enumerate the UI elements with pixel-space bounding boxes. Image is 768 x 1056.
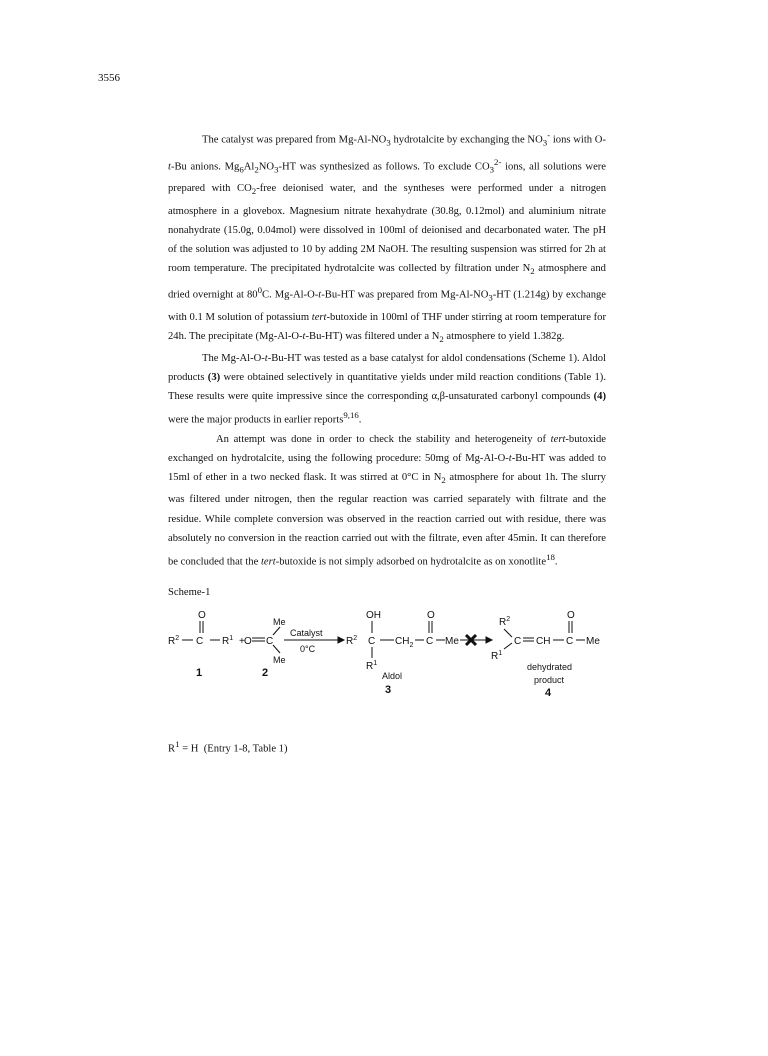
atom-me-3: Me xyxy=(445,636,459,647)
bond-c2-me-upper xyxy=(273,627,280,635)
aldol-label: Aldol xyxy=(382,671,403,681)
temperature-label: 0°C xyxy=(300,644,316,654)
atom-o-3: O xyxy=(427,610,435,621)
atom-r2-1: $R^2$ xyxy=(168,635,180,647)
compound-number-4: 4 xyxy=(545,687,552,699)
compound-numbers xyxy=(196,667,552,699)
atom-r2-4: $R^2$ xyxy=(499,616,511,628)
atom-me-2a: Me xyxy=(273,617,286,627)
body-text xyxy=(168,126,606,571)
atom-r1-4: $R^1$ xyxy=(491,650,503,662)
scheme-label: Scheme-1 xyxy=(168,587,211,598)
bond-r2-c4 xyxy=(504,629,512,637)
atom-r2-3: $R^2$ xyxy=(346,635,358,647)
dehydrated-label: dehydrated xyxy=(527,662,573,672)
reaction-arrowhead xyxy=(338,637,344,643)
atom-c-2: C xyxy=(266,636,274,647)
atom-oh-3: OH xyxy=(366,610,381,621)
atom-ch-4: CH xyxy=(536,636,551,647)
atom-r1-3: $R^1$ xyxy=(366,660,378,672)
plus-sign: + xyxy=(239,636,245,647)
bond-c2-me-lower xyxy=(273,645,280,653)
atom-o-2: O xyxy=(244,636,252,647)
atom-o-1: O xyxy=(198,610,206,621)
paragraph-catalyst-preparation: The catalyst was prepared from $Mg-Al-NO_3$ hydrotalcite by exchanging the $NO_3^-$ ions with O-t-Bu anions. $Mg_6Al_2NO_3-HT$ was synthesized as follows. To exclude $CO_3^{2-}$ ions, all solutions were prepared with $CO_2$-free deionised water, and the syntheses were performed under a nitrogen atmosphere in a glovebox. Magnesium nitrate hexahydrate (30.8g, 0.12mol) and aluminium nitrate nonahydrate (15.0g, 0.04mol) were dissolved in 100ml of deionised and decarbonated water. The pH of the solution was adjusted to 10 by adding 2M NaOH. The resulting suspension was stirred for 2h at room temperature. The precipitated hydrotalcite was collected by filtration under $N_2$ atmosphere and dried overnight at $80^0C$. Mg-Al-O-t-Bu-HT was prepared from $Mg-Al-NO_3-HT$ (1.214g) by exchange with 0.1 M solution of potassium tert-butoxide in 100ml of THF under stirring at room temperature for 24h. The precipitate (Mg-Al-O-t-Bu-HT) was filtered under a $N_2$ atmosphere to yield 1.382g. xyxy=(168,130,606,345)
bond-r1-c4 xyxy=(504,643,512,649)
atom-ch2-3: $CH_2$ xyxy=(395,636,414,649)
blocked-arrowhead xyxy=(486,637,492,643)
atom-me-2b: Me xyxy=(273,655,286,665)
compound-number-1: 1 xyxy=(196,667,203,679)
reaction-scheme xyxy=(160,603,620,713)
atom-c-3b: C xyxy=(426,636,434,647)
atom-me-4: Me xyxy=(586,636,600,647)
atom-o-4: O xyxy=(567,610,575,621)
scheme-footnote: $R^1 = H$ (Entry 1-8, Table 1) xyxy=(168,739,288,755)
page-number: 3556 xyxy=(98,72,120,84)
atom-c-4b: C xyxy=(566,636,574,647)
compound-number-2: 2 xyxy=(262,667,269,679)
paragraph-aldol-results: The Mg-Al-O-t-Bu-HT was tested as a base catalyst for aldol condensations (Scheme 1). Aldol products (3) were obtained selectively in quantitative yields under mild reaction conditions (Table 1). These results were quite impressive since the corresponding α,β-unsaturated carbonyl compounds (4) were the major products in earlier reports$^{9,16}$. xyxy=(168,353,606,426)
product-label: product xyxy=(534,675,565,685)
compound-number-3: 3 xyxy=(385,684,392,696)
paragraph-heterogeneity-test: An attempt was done in order to check the stability and heterogeneity of tert-butoxide exchanged on hydrotalcite, using the following procedure: 50mg of Mg-Al-O-t-Bu-HT was added to 15ml of ether in a two necked flask. It was stirred at 0°C in $N_2$ atmosphere for about 1h. The slurry was filtered under nitrogen, then the regular reaction was carried separately with filtrate and the residue. While complete conversion was observed in the reaction carried out with residue, there was absolutely no conversion in the reaction carried out with the filtrate, even after 45min. It can therefore be concluded that the tert-butoxide is not simply adsorbed on hydrotalcite as on xonotlite$^{18}$. xyxy=(168,434,606,568)
catalyst-label: Catalyst xyxy=(290,628,323,638)
atom-r1-1: $R^1$ xyxy=(222,635,234,647)
atom-c-4: C xyxy=(514,636,522,647)
atom-c-3: C xyxy=(368,636,376,647)
atom-c-1: C xyxy=(196,636,204,647)
